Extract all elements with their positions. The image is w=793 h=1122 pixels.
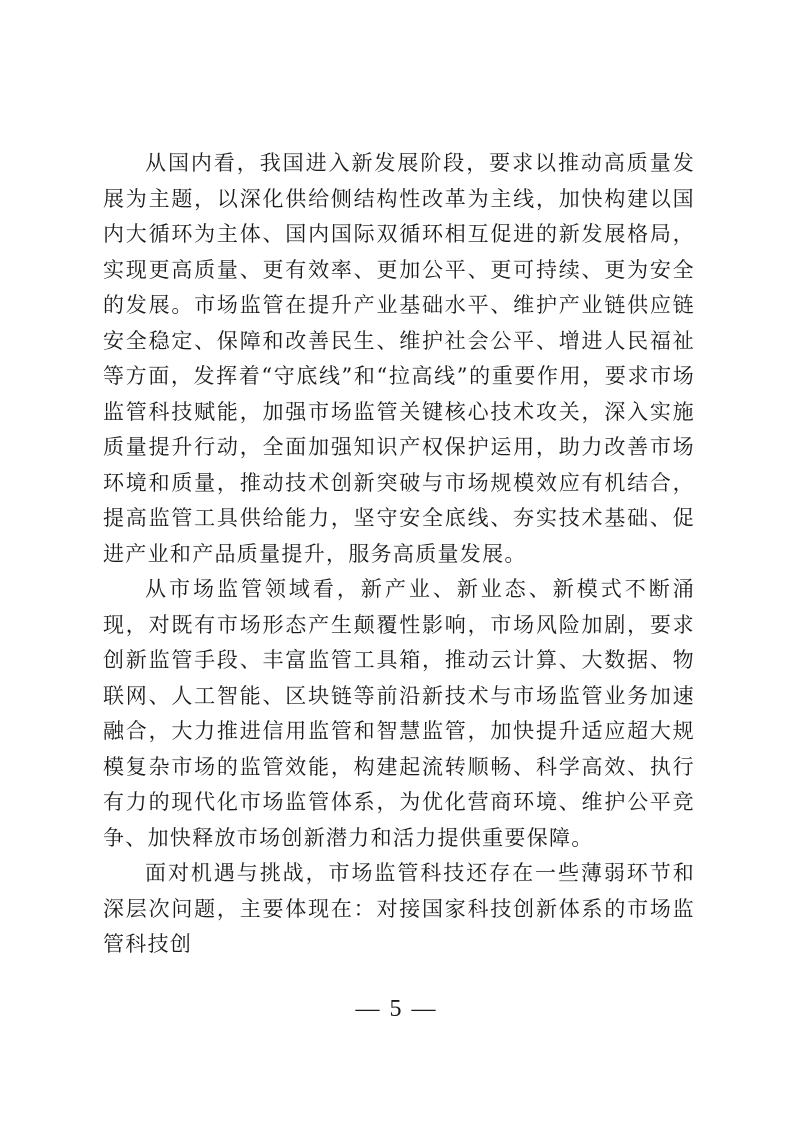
paragraph-domestic-outlook: 从国内看，我国进入新发展阶段，要求以推动高质量发展为主题，以深化供给侧结构性改革为主线，加快构建以国内大循环为主体、国内国际双循环相互促进的新发展格局，实现更高质量、更有效率、更加公平、更可持续、更为安全的发展。市场监管在提升产业基础水平、维护产业链供应链安全稳定、保障和改善民生、维护社会公平、增进人民福祉等方面，发挥着“守底线”和“拉高线”的重要作用，要求市场监管科技赋能，加强市场监管关键核心技术攻关，深入实施质量提升行动，全面加强知识产权保护运用，助力改善市场环境和质量，推动技术创新突破与市场规模效应有机结合，提高监管工具供给能力，坚守安全底线、夯实技术基础、促进产业和产品质量提升，服务高质量发展。 [103,151,695,566]
body-text [103,146,695,963]
paragraph-market-regulation-outlook: 从市场监管领域看，新产业、新业态、新模式不断涌现，对既有市场形态产生颠覆性影响，市场风险加剧，要求创新监管手段、丰富监管工具箱，推动云计算、大数据、物联网、人工智能、区块链等前沿新技术与市场监管业务加速融合，大力推进信用监管和智慧监管，加快提升适应超大规模复杂市场的监管效能，构建起流转顺畅、科学高效、执行有力的现代化市场监管体系，为优化营商环境、维护公平竞争、加快释放市场创新潜力和活力提供重要保障。 [103,577,695,850]
paragraph-challenges: 面对机遇与挑战，市场监管科技还存在一些薄弱环节和深层次问题，主要体现在：对接国家科技创新体系的市场监管科技创 [103,861,695,956]
page-number: — 5 — [355,996,438,1022]
